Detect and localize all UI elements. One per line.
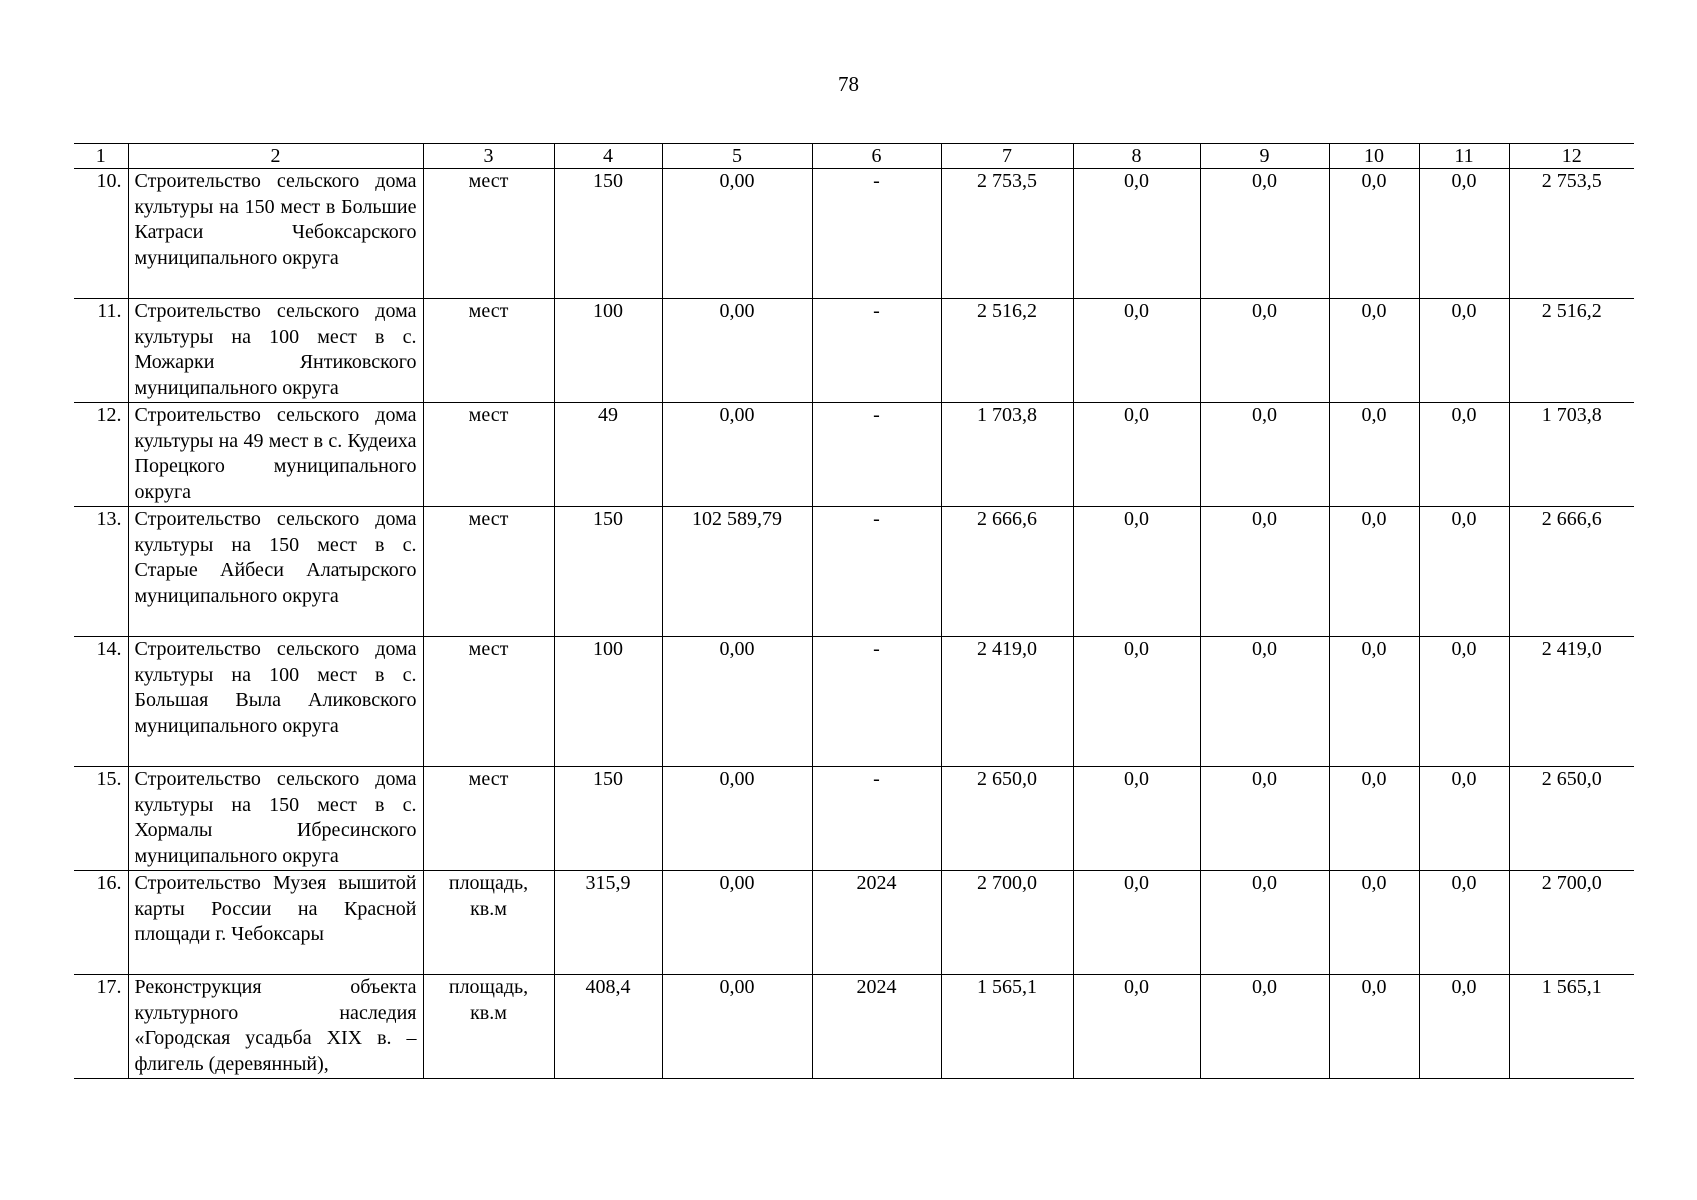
value-cell: 0,0 (1073, 403, 1200, 507)
object-name: Строительство сельского дома культуры на 150 мест в с. Старые Айбеси Алатырского муниципального округа (128, 507, 423, 637)
capacity-cell: 100 (554, 299, 662, 403)
object-name: Строительство Музея вышитой карты России на Красной площади г. Чебоксары (128, 871, 423, 975)
column-header: 5 (662, 144, 812, 169)
table-row (74, 871, 1634, 975)
unit-line: площадь, (448, 872, 529, 894)
column-header: 3 (423, 144, 554, 169)
year-cell: 2024 (812, 871, 941, 975)
year-cell: - (812, 403, 941, 507)
value-cell: 0,0 (1073, 975, 1200, 1079)
cost-cell: 0,00 (662, 871, 812, 975)
table-row (74, 403, 1634, 507)
unit-cell: мест (423, 299, 554, 403)
unit-cell: мест (423, 507, 554, 637)
value-cell: 0,0 (1200, 637, 1329, 767)
value-cell: 0,0 (1329, 767, 1419, 871)
unit-cell: мест (423, 637, 554, 767)
value-cell: 0,0 (1419, 169, 1509, 299)
year-cell: - (812, 507, 941, 637)
object-name: Строительство сельского дома культуры на 150 мест в с. Хормалы Ибресинского муниципального округа (128, 767, 423, 871)
total-cell: 2 700,0 (1509, 871, 1634, 975)
object-name: Строительство сельского дома культуры на 100 мест в с. Можарки Янтиковского муниципального округа (128, 299, 423, 403)
column-header: 8 (1073, 144, 1200, 169)
total-cell: 1 565,1 (1509, 975, 1634, 1079)
value-cell: 0,0 (1419, 871, 1509, 975)
total-cell: 2 650,0 (1509, 767, 1634, 871)
table-row (74, 767, 1634, 871)
unit-line: кв.м (470, 897, 507, 920)
capacity-cell: 150 (554, 169, 662, 299)
value-cell: 2 516,2 (941, 299, 1073, 403)
value-cell: 0,0 (1329, 637, 1419, 767)
unit-cell: мест (423, 169, 554, 299)
value-cell: 0,0 (1200, 169, 1329, 299)
object-name: Строительство сельского дома культуры на 100 мест в с. Большая Выла Аликовского муниципального округа (128, 637, 423, 767)
value-cell: 0,0 (1329, 403, 1419, 507)
value-cell: 0,0 (1200, 507, 1329, 637)
row-number: 15. (74, 767, 128, 871)
row-number: 12. (74, 403, 128, 507)
capacity-cell: 408,4 (554, 975, 662, 1079)
value-cell: 0,0 (1073, 507, 1200, 637)
value-cell: 0,0 (1329, 975, 1419, 1079)
object-name: Строительство сельского дома культуры на 49 мест в с. Кудеиха Порецкого муниципального округа (128, 403, 423, 507)
object-name: Строительство сельского дома культуры на 150 мест в Большие Катраси Чебоксарского муниципального округа (128, 169, 423, 299)
column-header: 12 (1509, 144, 1634, 169)
table-row (74, 169, 1634, 299)
header-row (74, 144, 1634, 169)
cost-cell: 102 589,79 (662, 507, 812, 637)
column-header: 10 (1329, 144, 1419, 169)
value-cell: 0,0 (1419, 975, 1509, 1079)
total-cell: 2 753,5 (1509, 169, 1634, 299)
value-cell: 2 700,0 (941, 871, 1073, 975)
column-header: 7 (941, 144, 1073, 169)
value-cell: 0,0 (1419, 299, 1509, 403)
value-cell: 0,0 (1329, 169, 1419, 299)
value-cell: 0,0 (1329, 871, 1419, 975)
value-cell: 0,0 (1200, 299, 1329, 403)
year-cell: - (812, 169, 941, 299)
column-header: 11 (1419, 144, 1509, 169)
table-row (74, 299, 1634, 403)
year-cell: - (812, 299, 941, 403)
table-row (74, 637, 1634, 767)
value-cell: 2 650,0 (941, 767, 1073, 871)
value-cell: 0,0 (1073, 871, 1200, 975)
column-header: 2 (128, 144, 423, 169)
unit-cell: мест (423, 403, 554, 507)
cost-cell: 0,00 (662, 975, 812, 1079)
cost-cell: 0,00 (662, 767, 812, 871)
value-cell: 0,0 (1200, 767, 1329, 871)
capacity-cell: 100 (554, 637, 662, 767)
value-cell: 0,0 (1200, 871, 1329, 975)
year-cell: - (812, 637, 941, 767)
table-row (74, 975, 1634, 1079)
value-cell: 0,0 (1329, 507, 1419, 637)
capacity-cell: 150 (554, 507, 662, 637)
total-cell: 2 516,2 (1509, 299, 1634, 403)
value-cell: 0,0 (1419, 507, 1509, 637)
row-number: 11. (74, 299, 128, 403)
column-header: 6 (812, 144, 941, 169)
value-cell: 0,0 (1200, 975, 1329, 1079)
year-cell: 2024 (812, 975, 941, 1079)
total-cell: 1 703,8 (1509, 403, 1634, 507)
row-number: 13. (74, 507, 128, 637)
capacity-cell: 49 (554, 403, 662, 507)
value-cell: 0,0 (1329, 299, 1419, 403)
table-row (74, 507, 1634, 637)
unit-line: кв.м (470, 1001, 507, 1024)
value-cell: 2 419,0 (941, 637, 1073, 767)
value-cell: 0,0 (1073, 299, 1200, 403)
row-number: 17. (74, 975, 128, 1079)
object-name: Реконструкция объекта культурного наследия «Городская усадьба XIX в. – флигель (деревянный), (128, 975, 423, 1079)
value-cell: 1 565,1 (941, 975, 1073, 1079)
value-cell: 0,0 (1200, 403, 1329, 507)
total-cell: 2 666,6 (1509, 507, 1634, 637)
column-header: 4 (554, 144, 662, 169)
cost-cell: 0,00 (662, 169, 812, 299)
cost-cell: 0,00 (662, 637, 812, 767)
unit-line: площадь, (448, 976, 529, 998)
data-table (74, 143, 1634, 1079)
unit-cell (423, 975, 554, 1079)
value-cell: 2 753,5 (941, 169, 1073, 299)
column-header: 1 (74, 144, 128, 169)
page-number: 78 (838, 72, 859, 96)
value-cell: 0,0 (1419, 767, 1509, 871)
year-cell: - (812, 767, 941, 871)
value-cell: 1 703,8 (941, 403, 1073, 507)
row-number: 14. (74, 637, 128, 767)
value-cell: 0,0 (1419, 403, 1509, 507)
unit-cell: мест (423, 767, 554, 871)
value-cell: 0,0 (1073, 169, 1200, 299)
value-cell: 0,0 (1419, 637, 1509, 767)
row-number: 16. (74, 871, 128, 975)
value-cell: 2 666,6 (941, 507, 1073, 637)
cost-cell: 0,00 (662, 403, 812, 507)
value-cell: 0,0 (1073, 637, 1200, 767)
value-cell: 0,0 (1073, 767, 1200, 871)
row-number: 10. (74, 169, 128, 299)
unit-cell (423, 871, 554, 975)
capacity-cell: 150 (554, 767, 662, 871)
column-header: 9 (1200, 144, 1329, 169)
total-cell: 2 419,0 (1509, 637, 1634, 767)
capacity-cell: 315,9 (554, 871, 662, 975)
cost-cell: 0,00 (662, 299, 812, 403)
